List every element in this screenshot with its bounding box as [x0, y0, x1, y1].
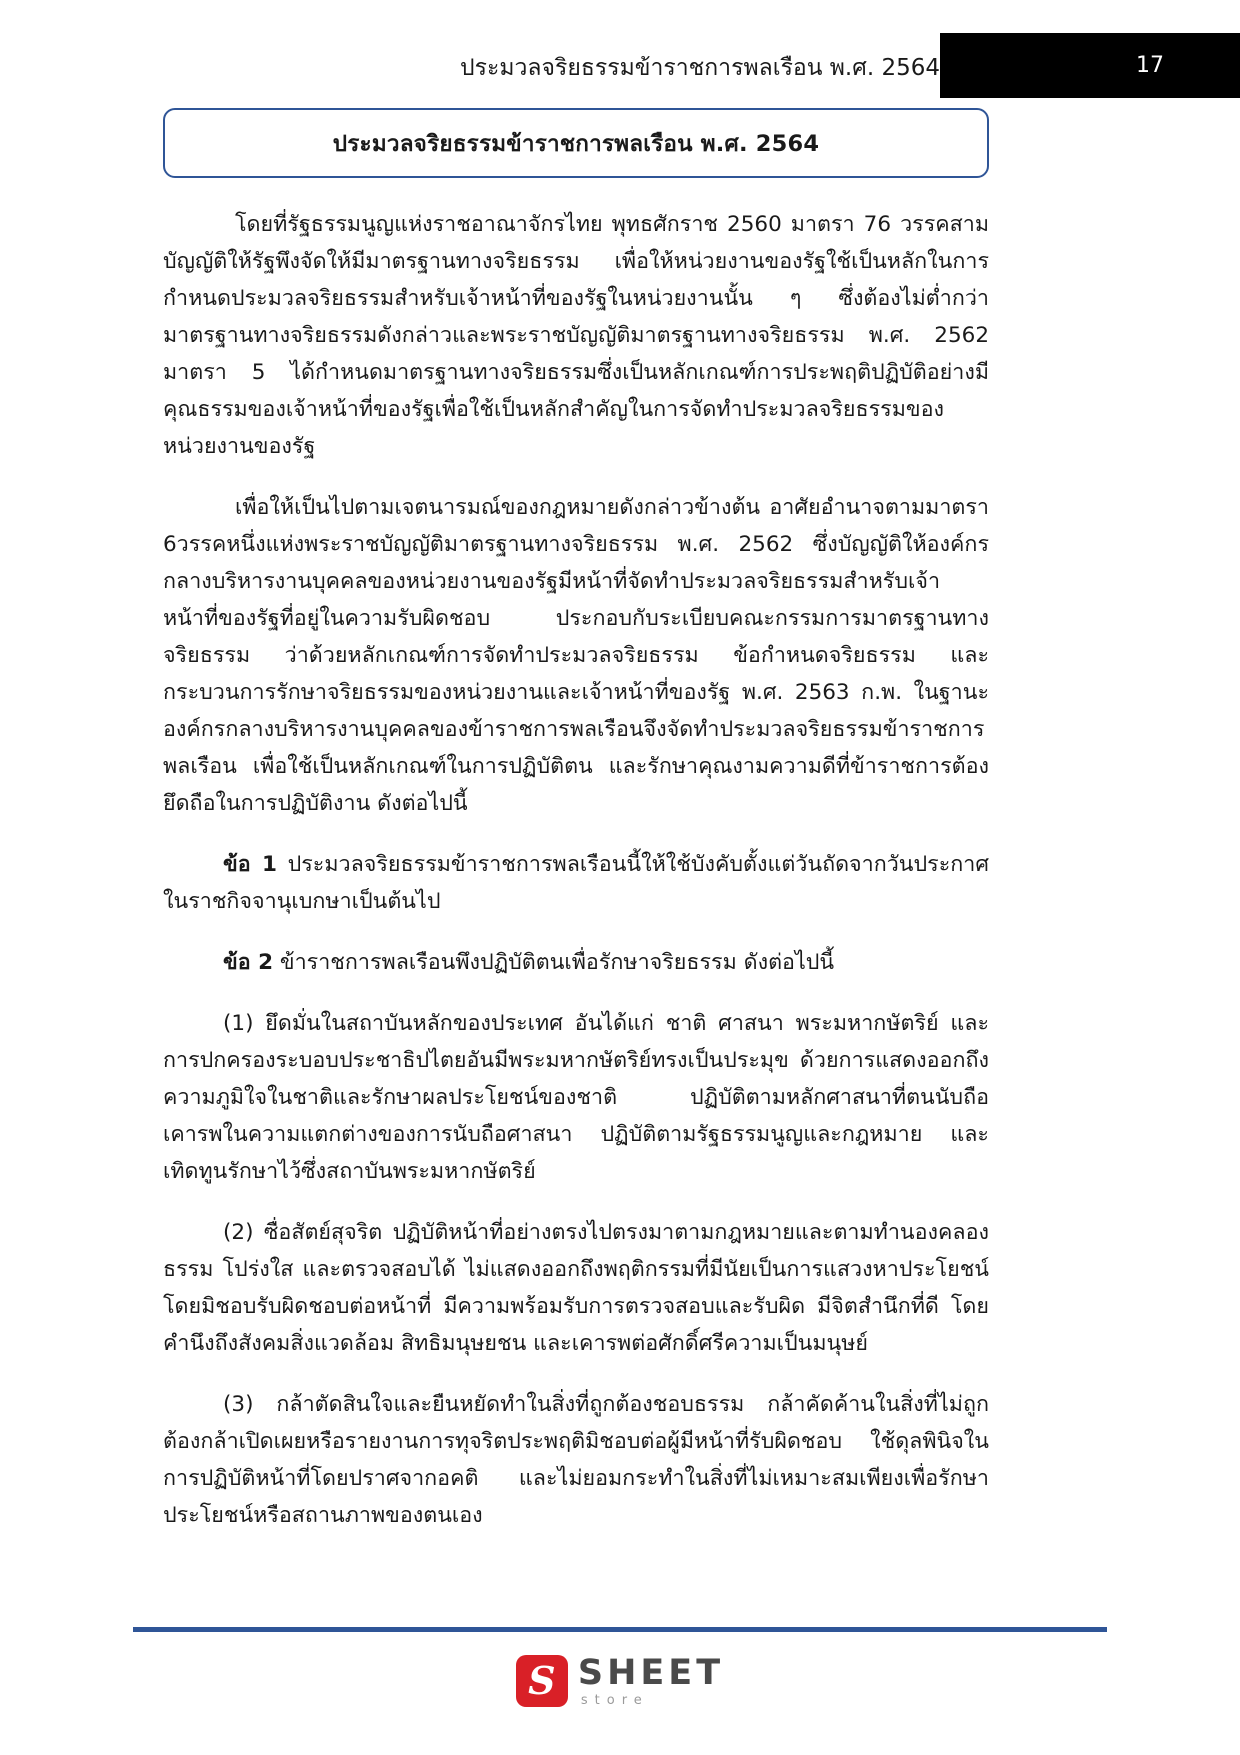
clause-1-text: ประมวลจริยธรรมข้าราชการพลเรือนนี้ให้ใช้บังคับตั้งแต่วันถัดจากวันประกาศในราชกิจจานุเบกษาเป็นต้นไป [163, 852, 989, 914]
preamble-paragraph-1: โดยที่รัฐธรรมนูญแห่งราชอาณาจักรไทย พุทธศักราช 2560 มาตรา 76 วรรคสามบัญญัติให้รัฐพึงจัดให้มีมาตรฐานทางจริยธรรม เพื่อให้หน่วยงานของรัฐใช้เป็นหลักในการกำหนดประมวลจริยธรรมสำหรับเจ้าหน้าที่ของรัฐในหน่วยงานนั้น ๆ ซึ่งต้องไม่ต่ำกว่ามาตรฐานทางจริยธรรมดังกล่าวและพระราชบัญญัติมาตรฐานทางจริยธรรม พ.ศ. 2562 มาตรา 5 ได้กำหนดมาตรฐานทางจริยธรรมซึ่งเป็นหลักเกณฑ์การประพฤติปฏิบัติอย่างมีคุณธรรมของเจ้าหน้าที่ของรัฐเพื่อใช้เป็นหลักสำคัญในการจัดทำประมวลจริยธรรมของหน่วยงานของรัฐ [163, 212, 989, 459]
page-title: ประมวลจริยธรรมข้าราชการพลเรือน พ.ศ. 2564 [332, 131, 820, 157]
clause-2-label: ข้อ 2 [223, 950, 274, 975]
page-number: 17 [1136, 53, 1164, 78]
page-header [0, 0, 1240, 98]
clause-2-text: ข้าราชการพลเรือนพึงปฏิบัติตนเพื่อรักษาจริยธรรม ดังต่อไปนี้ [273, 950, 835, 975]
list-item-1: (1) ยึดมั่นในสถาบันหลักของประเทศ อันได้แก่ ชาติ ศาสนา พระมหากษัตริย์ และการปกครองระบอบประชาธิปไตยอันมีพระมหากษัตริย์ทรงเป็นประมุข ด้วยการแสดงออกถึงความภูมิใจในชาติและรักษาผลประโยชน์ของชาติ ปฏิบัติตามหลักศาสนาที่ตนนับถือ เคารพในความแตกต่างของการนับถือศาสนา ปฏิบัติตามรัฐธรรมนูญและกฎหมาย และเทิดทูนรักษาไว้ซึ่งสถาบันพระมหากษัตริย์ [163, 1011, 989, 1184]
footer-logo-subtitle: store [580, 1692, 649, 1708]
list-item-2: (2) ซื่อสัตย์สุจริต ปฏิบัติหน้าที่อย่างตรงไปตรงมาตามกฎหมายและตามทำนองคลองธรรม โปร่งใส และตรวจสอบได้ ไม่แสดงออกถึงพฤติกรรมที่มีนัยเป็นการแสวงหาประโยชน์โดยมิชอบรับผิดชอบต่อหน้าที่ มีความพร้อมรับการตรวจสอบและรับผิด มีจิตสำนึกที่ดี โดยคำนึงถึงสังคมสิ่งแวดล้อม สิทธิมนุษยชน และเคารพต่อศักดิ์ศรีความเป็นมนุษย์ [163, 1220, 989, 1356]
footer-logo [0, 1652, 1240, 1708]
document-title-box [163, 108, 989, 178]
preamble-paragraph-2: เพื่อให้เป็นไปตามเจตนารมณ์ของกฎหมายดังกล่าวข้างต้น อาศัยอำนาจตามมาตรา 6วรรคหนึ่งแห่งพระราชบัญญัติมาตรฐานทางจริยธรรม พ.ศ. 2562 ซึ่งบัญญัติให้องค์กรกลางบริหารงานบุคคลของหน่วยงานของรัฐมีหน้าที่จัดทำประมวลจริยธรรมสำหรับเจ้าหน้าที่ของรัฐที่อยู่ในความรับผิดชอบ ประกอบกับระเบียบคณะกรรมการมาตรฐานทางจริยธรรม ว่าด้วยหลักเกณฑ์การจัดทำประมวลจริยธรรม ข้อกำหนดจริยธรรม และกระบวนการรักษาจริยธรรมของหน่วยงานและเจ้าหน้าที่ของรัฐ พ.ศ. 2563 ก.พ. ในฐานะองค์กรกลางบริหารงานบุคคลของข้าราชการพลเรือนจึงจัดทำประมวลจริยธรรมข้าราชการพลเรือน เพื่อใช้เป็นหลักเกณฑ์ในการปฏิบัติตน และรักษาคุณงามความดีที่ข้าราชการต้องยึดถือในการปฏิบัติงาน ดังต่อไปนี้ [163, 495, 989, 816]
clause-1 [163, 846, 989, 920]
clause-1-label: ข้อ 1 [223, 852, 277, 877]
list-item-3: (3) กล้าตัดสินใจและยืนหยัดทำในสิ่งที่ถูกต้องชอบธรรม กล้าคัดค้านในสิ่งที่ไม่ถูกต้องกล้าเปิดเผยหรือรายงานการทุจริตประพฤติมิชอบต่อผู้มีหน้าที่รับผิดชอบ ใช้ดุลพินิจในการปฏิบัติหน้าที่โดยปราศจากอคติ และไม่ยอมกระทำในสิ่งที่ไม่เหมาะสมเพียงเพื่อรักษาประโยชน์หรือสถานภาพของตนเอง [163, 1392, 989, 1528]
footer-logo-text [577, 1652, 725, 1708]
footer-divider [133, 1627, 1107, 1632]
document-content [163, 108, 989, 1558]
sheet-store-logo-icon: S [516, 1655, 568, 1707]
footer-logo-word: SHEET [577, 1652, 725, 1693]
clause-2 [163, 944, 989, 981]
running-header-title: ประมวลจริยธรรมข้าราชการพลเรือน พ.ศ. 2564 [460, 55, 940, 81]
